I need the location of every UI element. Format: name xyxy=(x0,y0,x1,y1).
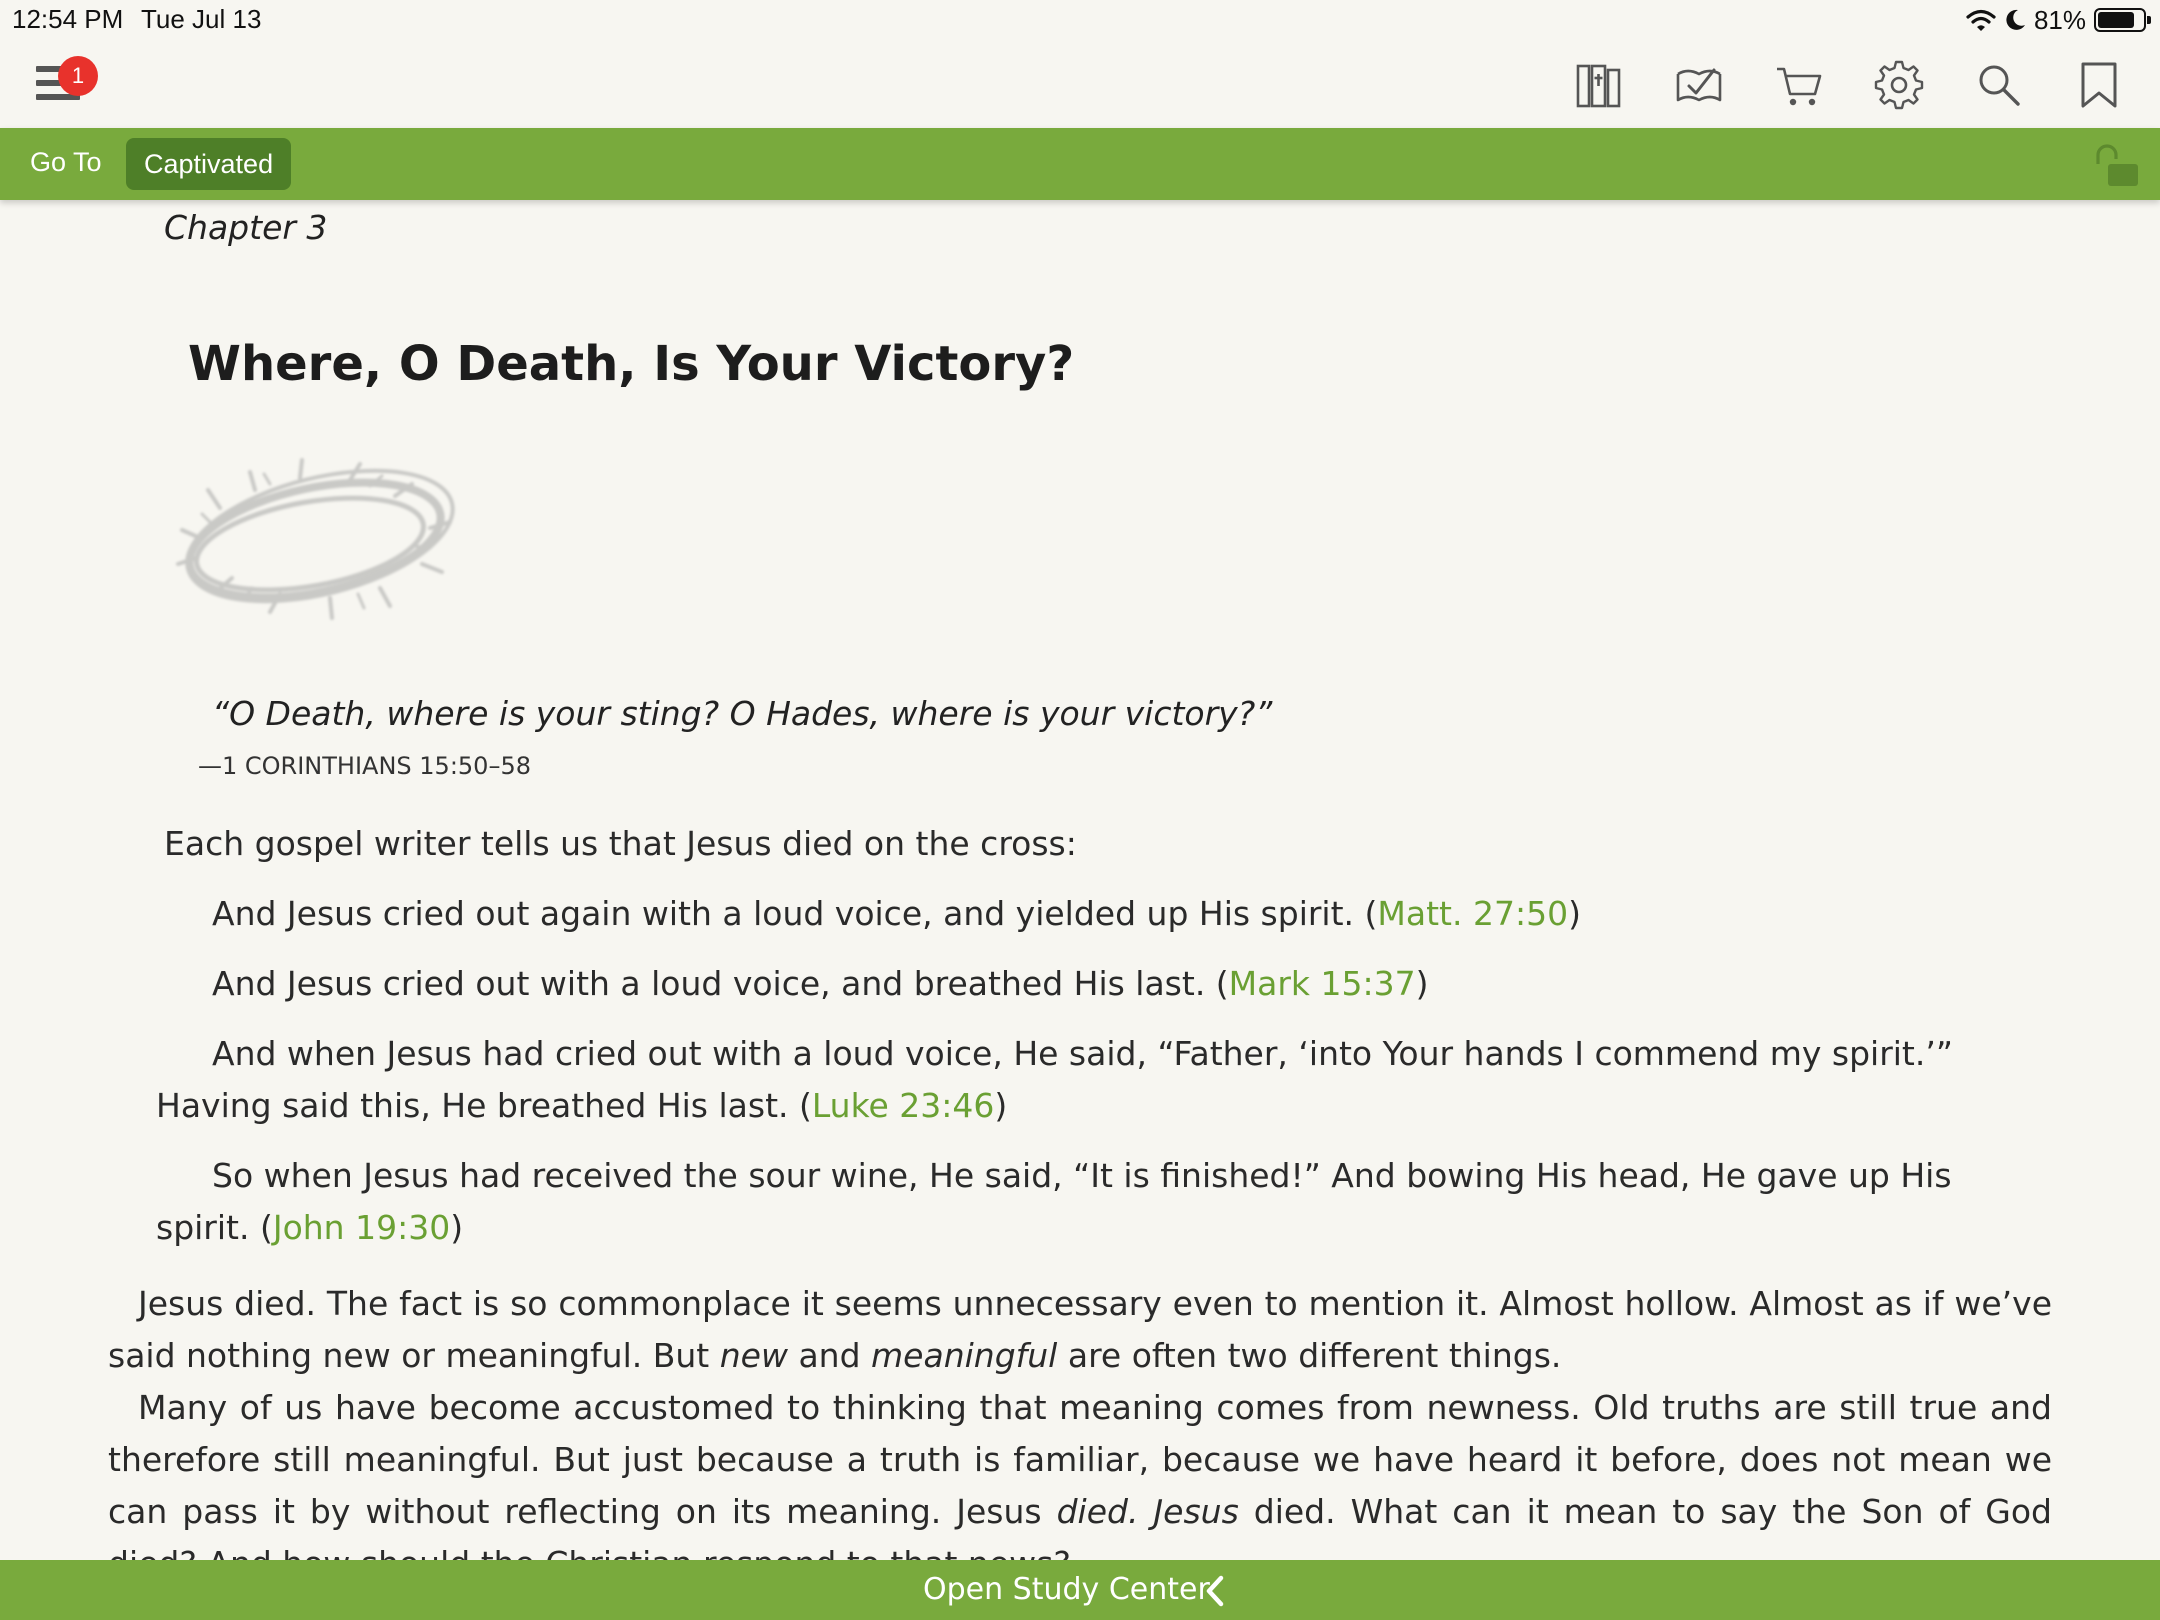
navigation-bar xyxy=(0,128,2160,200)
unlock-icon[interactable] xyxy=(2092,142,2140,188)
body-text: are often two different things. xyxy=(1057,1336,1562,1375)
scripture-quote xyxy=(156,1028,2026,1132)
body-text: Many of us have become accustomed to thinking that meaning comes from newness. Old truths are still true and therefore still meaningful. But just because a truth is familiar, because we have heard it before, does not mean we can pass it by without reflecting on its meaning. Jesus xyxy=(108,1388,2052,1531)
quote-close: ) xyxy=(1415,964,1429,1003)
notification-badge: 1 xyxy=(58,56,98,96)
quote-text: And when Jesus had cried out with a loud voice, He said, “Father, ‘into Your hands I commend my spirit.’” Having said this, He breathed His last. ( xyxy=(156,1034,1953,1125)
wifi-icon xyxy=(1966,8,1996,32)
battery-percent: 81% xyxy=(2033,4,2086,35)
body-emphasis: new xyxy=(719,1336,788,1375)
status-time: 12:54 PM xyxy=(12,4,124,34)
epigraph-quote: “O Death, where is your sting? O Hades, where is your victory?” xyxy=(212,694,1273,733)
goto-button[interactable]: Go To xyxy=(30,147,102,177)
quote-close: ) xyxy=(450,1208,464,1247)
battery-nub xyxy=(2147,16,2151,24)
scripture-quote xyxy=(156,1150,2026,1254)
battery-fill xyxy=(2098,12,2134,28)
bookmark-icon[interactable] xyxy=(2074,60,2124,110)
menu-button[interactable] xyxy=(36,60,84,104)
open-study-center-label: Open Study Center xyxy=(923,1572,1210,1607)
quote-close: ) xyxy=(994,1086,1008,1125)
reader-content[interactable] xyxy=(0,200,2160,1560)
body-text: and xyxy=(787,1336,872,1375)
battery-icon xyxy=(2094,8,2146,32)
reading-plan-icon[interactable] xyxy=(1674,60,1724,110)
scripture-link[interactable]: John 19:30 xyxy=(272,1208,451,1247)
moon-icon xyxy=(2004,8,2026,32)
body-emphasis: meaningful xyxy=(871,1336,1058,1375)
quote-text: So when Jesus had received the sour wine, He said, “It is finished!” And bowing His head, He gave up His spirit. ( xyxy=(156,1156,1952,1247)
scripture-link[interactable]: Mark 15:37 xyxy=(1228,964,1416,1003)
chevron-left-icon[interactable] xyxy=(1200,1574,1230,1608)
quote-text: And Jesus cried out with a loud voice, and breathed His last. ( xyxy=(212,964,1229,1003)
tab-book-captivated[interactable]: Captivated xyxy=(126,138,291,190)
scripture-quote xyxy=(212,958,2112,1010)
chapter-title: Where, O Death, Is Your Victory? xyxy=(188,336,1075,392)
scripture-link[interactable]: Luke 23:46 xyxy=(811,1086,995,1125)
epigraph-source: —1 CORINTHIANS 15:50–58 xyxy=(198,752,531,780)
chapter-label: Chapter 3 xyxy=(164,208,328,247)
search-icon[interactable] xyxy=(1974,60,2024,110)
status-indicators xyxy=(1966,4,2146,36)
quote-close: ) xyxy=(1568,894,1581,933)
scripture-link[interactable]: Matt. 27:50 xyxy=(1377,894,1569,933)
body-emphasis: died. Jesus xyxy=(1056,1492,1239,1531)
body-text: died. What can it mean to say the Son of God xyxy=(1253,1492,2052,1531)
library-icon[interactable] xyxy=(1574,60,1624,110)
scripture-quote xyxy=(212,888,2112,940)
quote-text: And Jesus cried out again with a loud voice, and yielded up His spirit. ( xyxy=(212,894,1378,933)
body-text: Jesus died. The fact is so commonplace it seems unnecessary even to mention it. Almost hollow. Almost as if we’ve said nothing new or meaningful. But xyxy=(108,1284,2052,1375)
cart-icon[interactable] xyxy=(1774,60,1824,110)
status-date: Tue Jul 13 xyxy=(141,4,262,34)
settings-icon[interactable] xyxy=(1874,60,1924,110)
status-bar xyxy=(0,0,2160,40)
top-toolbar xyxy=(0,40,2160,128)
body-paragraph xyxy=(108,1382,2052,1590)
study-center-bar[interactable] xyxy=(0,1560,2160,1620)
body-paragraph xyxy=(108,1278,2052,1382)
intro-paragraph: Each gospel writer tells us that Jesus died on the cross: xyxy=(164,824,1077,863)
crown-of-thorns-image xyxy=(160,448,470,638)
